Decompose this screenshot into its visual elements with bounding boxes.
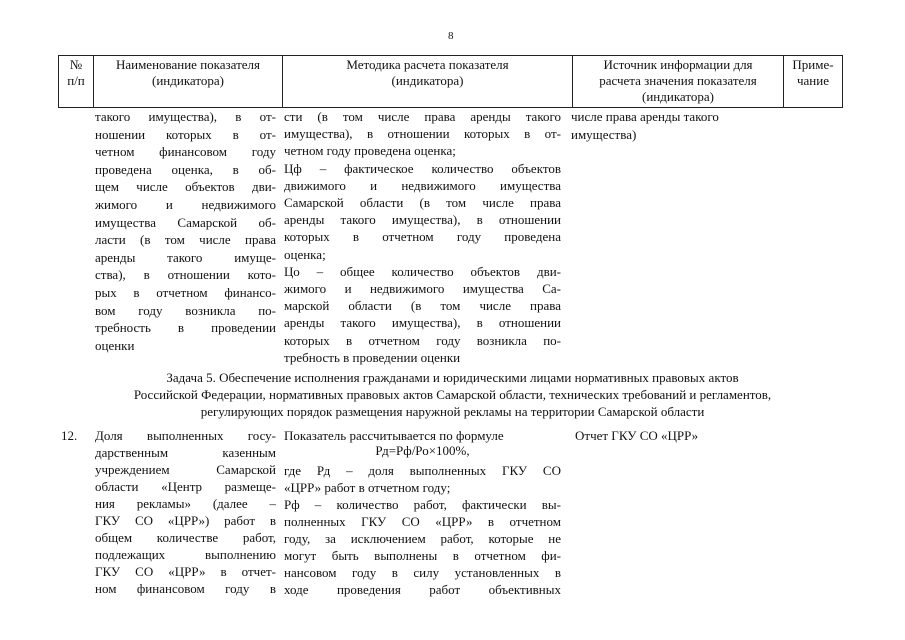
prev-row-name: такого имущества), в от- ношении которых в от- четном финансовом году проведена оценка, в об- щем числе объектов дви- жимого и недвижимого имущества Самарской об- ласти (в том числе права аренды такого имуще- ства), в отношении кото- рых в отчетном финансо- вом году возникла по- требность в проведении оценки — [95, 109, 276, 353]
page-number: 8 — [448, 30, 454, 42]
prev-row-source: числе права аренды такого имущества) — [571, 109, 719, 142]
row-number: 12. — [61, 428, 78, 443]
header-cell-name: Наименование показателя (индикатора) — [94, 56, 283, 108]
task-heading: Задача 5. Обеспечение исполнения гражданами и юридическими лицами нормативных правовых актов Российской Федерации, нормативных правовых актов Самарской области, технических требований и регламентов, регулирующих порядок размещения наружной рекламы на территории Самарской области — [133, 370, 772, 419]
header-cell-number: № п/п — [59, 56, 94, 108]
formula: Рд=Рф/Ро×100%, — [375, 443, 470, 458]
row12-method: Показатель рассчитывается по формуле Рд=Рф/Ро×100%, где Рд – доля выполненных ГКУ СО «ЦРР» работ в отчетном году; Рф – количество работ, фактически вы- полненных ГКУ СО «ЦРР» в отчетном году, за исключением работ, которые не могут быть выполнены в отчетном фи- нансовом году в силу установленных в ходе проведения работ объективных — [284, 428, 561, 597]
header-cell-method: Методика расчета показателя (индикатора) — [283, 56, 573, 108]
table-header — [58, 55, 843, 108]
header-cell-note: Приме- чание — [784, 56, 843, 108]
row12-name: Доля выполненных госу- дарственным казенным учреждением Самарской области «Центр размеще- ния рекламы» (далее – ГКУ СО «ЦРР») работ в общем количестве работ, подлежащих выполнению ГКУ СО «ЦРР» в отчет- ном финансовом году в — [95, 428, 276, 596]
row12-source: Отчет ГКУ СО «ЦРР» — [575, 428, 699, 443]
header-cell-source: Источник информации для расчета значения показателя (индикатора) — [573, 56, 784, 108]
prev-row-method: сти (в том числе права аренды такого имущества), в отношении которых в от- четном году проведена оценка; Цф – фактическое количество объектов движимого и недвижимого имущества Самарской области (в том числе права аренды такого имущества), в отношении которых в отчетном году проведена оценка; Цо – общее количество объектов дви- жимого и недвижимого имущества Са- марской области (в том числе права аренды такого имущества), в отношении которых в отчетном году возникла по- требность в проведении оценки — [284, 109, 561, 365]
